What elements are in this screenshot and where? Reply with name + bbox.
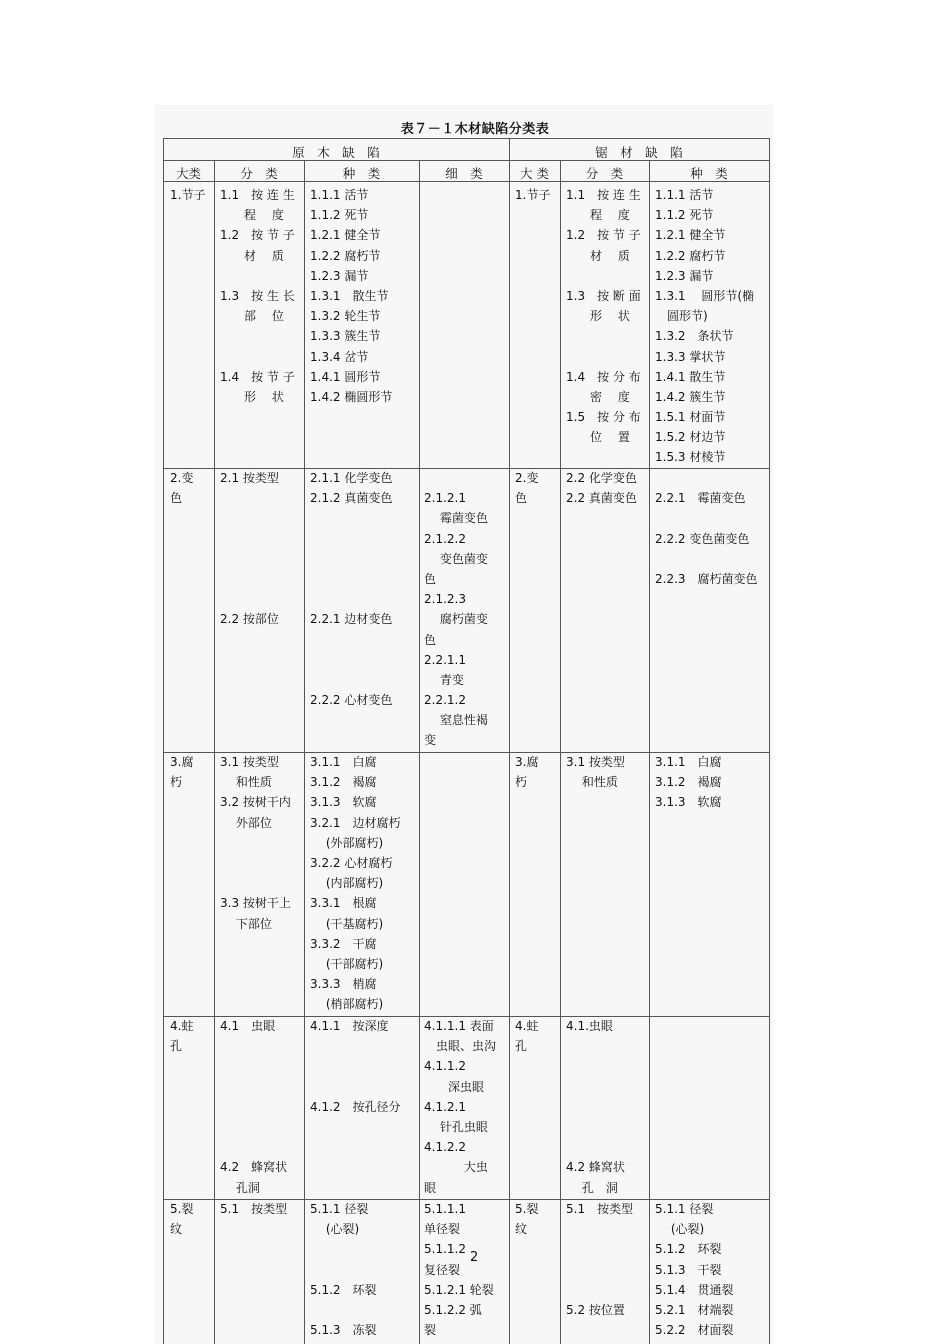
log-major-line: 色 (170, 491, 183, 506)
log-kind-line: (内部腐朽) (310, 876, 384, 891)
sawn-class-line: 1.5 按 分 布 (566, 410, 641, 425)
log-subkind-line: 4.1.1.1 表面 (424, 1019, 494, 1033)
log-kind-line: 3.1.2 褐腐 (310, 775, 377, 790)
log-class-line: 1.2 按 节 子 (220, 228, 295, 243)
log-major-line: 4.蛀 (170, 1019, 194, 1033)
sawn-class-line: 位 置 (566, 430, 630, 445)
sawn-kind-line: 1.3.3 掌状节 (655, 349, 726, 364)
log-class-line: 2.2 按部位 (220, 612, 279, 627)
sawn-kind-line: 5.1.2 环裂 (655, 1242, 722, 1257)
log-class-line: 部 位 (220, 309, 284, 324)
log-kind-line: 3.1.1 白腐 (310, 755, 377, 769)
sawn-class-line: 5.2 按位置 (566, 1302, 625, 1317)
sawn-kind-line: 1.1.1 活节 (655, 188, 714, 202)
sawn-kind-line: 5.1.3 干裂 (655, 1262, 722, 1277)
log-class-cell-3 (220, 752, 291, 934)
log-kind-line: (梢部腐朽) (310, 997, 384, 1012)
sawn-class-line: 1.2 按 节 子 (566, 228, 641, 243)
sawn-kind-cell-1 (655, 185, 754, 468)
log-class-line: 3.1 按类型 (220, 755, 279, 769)
log-class-cell-4 (220, 1016, 287, 1198)
log-major-line: 孔 (170, 1039, 183, 1054)
sawn-kind-line: 5.1.4 贯通裂 (655, 1282, 734, 1297)
log-kind-line: 1.1.2 死节 (310, 208, 369, 223)
rule-right (769, 138, 770, 1344)
log-class-line: 下部位 (220, 916, 272, 931)
log-subkind-line: 色 (424, 632, 437, 647)
log-class-line (220, 873, 291, 893)
log-major-line: 2.变 (170, 471, 194, 485)
sawn-class-line: 形 状 (566, 309, 630, 324)
sawn-major-cell-4 (515, 1016, 538, 1056)
log-kind-line (310, 508, 392, 528)
log-subkind-line: 变 (424, 733, 437, 748)
log-kind-line: 1.1.1 活节 (310, 188, 369, 202)
log-kind-line: (干部腐朽) (310, 956, 384, 971)
log-class-line: 孔洞 (220, 1180, 260, 1195)
log-class-line (220, 266, 295, 286)
col-header-sawn-major: 大 类 (520, 166, 549, 181)
log-major-line: 3.腐 (170, 755, 194, 769)
sawn-kind-line (655, 468, 758, 488)
log-kind-line (310, 1036, 401, 1056)
sawn-class-line: 程 度 (566, 208, 630, 223)
log-class-line (220, 1117, 287, 1137)
log-kind-cell-5 (310, 1199, 377, 1340)
sawn-class-line: 2.2 化学变色 (566, 471, 637, 485)
log-subkind-line (424, 468, 488, 488)
rule-col-5 (649, 160, 650, 1344)
log-class-cell-1 (220, 185, 295, 407)
log-class-line (220, 549, 279, 569)
log-kind-cell-2 (310, 468, 392, 710)
log-subkind-line: 单径裂 (424, 1222, 461, 1237)
sawn-kind-line: 1.1.2 死节 (655, 208, 714, 223)
sawn-major-line: 色 (515, 491, 528, 506)
rule-colheader (163, 181, 769, 182)
sawn-major-line: 2.变 (515, 471, 539, 485)
log-class-line: 1.4 按 节 子 (220, 369, 295, 384)
log-class-line: 5.1 按类型 (220, 1202, 288, 1216)
sawn-class-line (566, 1239, 633, 1259)
log-subkind-line: 虫眼、虫沟 (424, 1039, 497, 1054)
log-subkind-line: 4.1.2.2 (424, 1140, 466, 1155)
sawn-major-cell-5 (515, 1199, 538, 1239)
sawn-kind-line: 1.5.3 材棱节 (655, 450, 726, 465)
log-subkind-line: 针孔虫眼 (424, 1119, 488, 1134)
sawn-class-line: 4.2 蜂窝状 (566, 1160, 625, 1175)
log-subkind-line: 眼 (424, 1180, 437, 1195)
sawn-kind-line: 2.2.2 变色菌变色 (655, 531, 750, 546)
log-kind-line (310, 630, 392, 650)
log-subkind-line: 5.1.1.2 (424, 1242, 466, 1257)
log-kind-line: 1.4.2 椭圆形节 (310, 389, 393, 404)
rule-col-3 (419, 160, 420, 1344)
sawn-kind-line: (心裂) (655, 1222, 705, 1237)
log-kind-line: 1.3.4 岔节 (310, 349, 369, 364)
log-kind-line: 2.1.2 真菌变色 (310, 491, 393, 506)
sawn-kind-line: 5.1.1 径裂 (655, 1202, 714, 1216)
log-subkind-line: 2.2.1.2 (424, 693, 466, 708)
sawn-major-cell-3 (515, 752, 538, 792)
sawn-major-cell-2 (515, 468, 538, 508)
log-class-line: 3.3 按树干上 (220, 896, 291, 911)
sawn-kind-cell-3 (655, 752, 722, 813)
log-subkind-line: 复径裂 (424, 1262, 461, 1277)
log-major-cell-1 (170, 185, 205, 205)
sawn-class-line (566, 1117, 625, 1137)
sawn-class-line: 孔 洞 (566, 1180, 618, 1195)
sawn-kind-line: 5.2.1 材端裂 (655, 1302, 734, 1317)
log-class-line (220, 569, 279, 589)
log-subkind-line: 2.1.2.3 (424, 592, 466, 607)
sawn-class-cell-1 (566, 185, 641, 447)
log-major-line: 5.裂 (170, 1202, 194, 1216)
log-class-line: 和性质 (220, 775, 272, 790)
sawn-kind-line: 1.2.3 漏节 (655, 268, 714, 283)
rule-col-4 (560, 160, 561, 1344)
sawn-kind-line: 3.1.3 软腐 (655, 795, 722, 810)
sawn-class-line (566, 1056, 625, 1076)
sawn-class-line (566, 1137, 625, 1157)
sawn-class-line (566, 1097, 625, 1117)
log-subkind-line: 窒息性褐 (424, 713, 488, 728)
log-kind-line: 2.1.1 化学变色 (310, 471, 393, 485)
sawn-class-line (566, 1036, 625, 1056)
header-log-defects: 原 木 缺 陷 (292, 145, 380, 160)
log-kind-line (310, 569, 392, 589)
log-kind-line: 1.2.1 健全节 (310, 228, 381, 243)
rule-left (163, 138, 164, 1344)
log-class-line: 程 度 (220, 208, 284, 223)
sawn-class-line: 1.1 按 连 生 (566, 188, 641, 202)
log-kind-line (310, 670, 392, 690)
log-major-cell-2 (170, 468, 193, 508)
log-subkind-line: 大虫 (424, 1160, 488, 1175)
sawn-class-line: 材 质 (566, 248, 630, 263)
log-class-line (220, 589, 279, 609)
sawn-class-line: 3.1 按类型 (566, 755, 625, 769)
log-subkind-line: 5.1.1.1 (424, 1202, 466, 1216)
log-kind-cell-4 (310, 1016, 401, 1117)
log-kind-line (310, 1056, 401, 1076)
log-kind-line: (外部腐朽) (310, 835, 384, 850)
log-kind-line: (心裂) (310, 1222, 360, 1237)
log-major-cell-5 (170, 1199, 193, 1239)
sawn-class-cell-5 (566, 1199, 633, 1320)
sawn-kind-line: 5.2.2 材面裂 (655, 1323, 734, 1338)
header-sawn-defects: 锯 材 缺 陷 (595, 145, 683, 160)
sawn-kind-line (655, 549, 758, 569)
sawn-kind-line: 3.1.2 褐腐 (655, 775, 722, 790)
log-kind-line: 1.3.3 簇生节 (310, 329, 381, 344)
col-header-kind: 种 类 (342, 166, 381, 181)
log-subkind-line: 变色菌变 (424, 551, 488, 566)
log-subkind-line: 深虫眼 (424, 1079, 485, 1094)
log-major-line: 1.节子 (170, 188, 206, 202)
sawn-kind-line: 1.4.1 散生节 (655, 369, 726, 384)
log-kind-line: 3.3.2 干腐 (310, 936, 377, 951)
sawn-major-cell-1 (515, 185, 550, 205)
log-kind-line: 3.2.2 心材腐朽 (310, 855, 393, 870)
sawn-major-line: 孔 (515, 1039, 528, 1054)
log-subkind-line: 霉菌变色 (424, 511, 488, 526)
sawn-kind-cell-2 (655, 468, 758, 589)
log-kind-line: 5.1.1 径裂 (310, 1202, 369, 1216)
rule-mid (509, 138, 510, 1344)
log-kind-line: 1.4.1 圆形节 (310, 369, 381, 384)
table-title: 表７－１木材缺陷分类表 (400, 122, 550, 137)
log-kind-line: 3.1.3 软腐 (310, 795, 377, 810)
log-class-line: 4.2 蜂窝状 (220, 1160, 288, 1175)
sawn-kind-line: 1.2.2 腐朽节 (655, 248, 726, 263)
log-major-cell-3 (170, 752, 193, 792)
col-header-major: 大类 (175, 166, 201, 181)
sawn-kind-line: 2.2.3 腐朽菌变色 (655, 571, 758, 586)
sawn-class-line: 4.1.虫眼 (566, 1019, 613, 1033)
sawn-class-cell-3 (566, 752, 625, 792)
log-kind-line (310, 549, 392, 569)
log-class-line (220, 853, 291, 873)
sawn-class-cell-2 (566, 468, 637, 508)
log-class-cell-2 (220, 468, 279, 630)
log-class-line (220, 326, 295, 346)
log-class-line: 1.1 按 连 生 (220, 188, 295, 202)
log-subkind-line: 2.1.2.1 (424, 491, 466, 506)
sawn-class-line: 密 度 (566, 389, 630, 404)
log-major-cell-4 (170, 1016, 193, 1056)
log-kind-cell-1 (310, 185, 392, 407)
col-header-sawn-class: 分 类 (585, 166, 624, 181)
sawn-class-cell-4 (566, 1016, 625, 1198)
log-class-line (220, 347, 295, 367)
log-kind-line (310, 589, 392, 609)
log-kind-cell-3 (310, 752, 401, 1014)
col-header-sawn-kind: 种 类 (690, 166, 728, 181)
sawn-kind-line: 1.5.1 材面节 (655, 410, 726, 425)
log-subkind-line: 2.2.1.1 (424, 652, 466, 667)
log-class-line: 外部位 (220, 815, 272, 830)
sawn-class-line (566, 1219, 633, 1239)
log-kind-line: 1.2.2 腐朽节 (310, 248, 381, 263)
log-class-line (220, 833, 291, 853)
log-kind-line: 3.3.3 梢腐 (310, 977, 377, 992)
log-kind-line: (干基腐朽) (310, 916, 384, 931)
log-class-line: 2.1 按类型 (220, 471, 279, 485)
log-class-line: 材 质 (220, 248, 284, 263)
sawn-kind-cell-5 (655, 1199, 734, 1340)
log-class-line (220, 488, 279, 508)
log-kind-line: 1.3.2 轮生节 (310, 309, 381, 324)
rule-col-2 (304, 160, 305, 1344)
log-kind-line: 1.3.1 散生节 (310, 288, 389, 303)
page-number: 2 (470, 1250, 479, 1265)
log-major-line: 纹 (170, 1222, 183, 1237)
log-kind-line: 3.3.1 根腐 (310, 896, 377, 911)
sawn-class-line: 1.4 按 分 布 (566, 369, 641, 384)
rule-col-1 (214, 160, 215, 1344)
sawn-class-line: 5.1 按类型 (566, 1202, 634, 1216)
log-subkind-line: 5.1.2.2 弧 (424, 1302, 482, 1317)
sawn-kind-line (655, 508, 758, 528)
log-kind-line (310, 1239, 377, 1259)
log-subkind-line: 色 (424, 571, 437, 586)
sawn-class-line (566, 1280, 633, 1300)
col-header-subkind: 细 类 (445, 166, 483, 181)
log-kind-line: 2.2.1 边材变色 (310, 612, 393, 627)
sawn-kind-line: 2.2.1 霉菌变色 (655, 491, 746, 506)
log-kind-line: 1.2.3 漏节 (310, 268, 369, 283)
log-subkind-cell-5 (424, 1199, 494, 1340)
log-class-line (220, 1137, 287, 1157)
sawn-major-line: 3.腐 (515, 755, 539, 769)
log-subkind-line: 青变 (424, 672, 464, 687)
sawn-kind-line: 1.2.1 健全节 (655, 228, 726, 243)
sawn-major-line: 4.蛀 (515, 1019, 539, 1033)
sawn-major-line: 1.节子 (515, 188, 551, 202)
sawn-kind-line: 1.3.2 条状节 (655, 329, 734, 344)
sawn-class-line (566, 347, 641, 367)
sawn-class-line (566, 1077, 625, 1097)
sawn-kind-line: 3.1.1 白腐 (655, 755, 722, 769)
log-subkind-line: 5.1.2.1 轮裂 (424, 1282, 494, 1297)
sawn-class-line (566, 266, 641, 286)
sawn-major-line: 朽 (515, 775, 528, 790)
sawn-major-line: 5.裂 (515, 1202, 539, 1216)
sawn-kind-line: 圆形节) (655, 309, 708, 324)
sawn-kind-line: 1.3.1 圆形节(椭 (655, 288, 755, 303)
log-class-line (220, 1056, 287, 1076)
log-kind-line (310, 1260, 377, 1280)
log-kind-line (310, 650, 392, 670)
log-major-line: 朽 (170, 775, 183, 790)
log-kind-line: 5.1.3 冻裂 (310, 1323, 377, 1338)
sawn-class-line: 1.3 按 断 面 (566, 288, 641, 303)
sawn-class-line: 2.2 真菌变色 (566, 491, 637, 506)
rule-top (163, 138, 769, 139)
log-kind-line (310, 1077, 401, 1097)
log-class-line (220, 1077, 287, 1097)
log-kind-line: 4.1.2 按孔径分 (310, 1099, 401, 1114)
log-subkind-cell-4 (424, 1016, 496, 1198)
rule-header (163, 160, 769, 161)
log-subkind-line: 4.1.2.1 (424, 1099, 466, 1114)
log-subkind-line: 裂 (424, 1323, 437, 1338)
log-kind-line: 4.1.1 按深度 (310, 1019, 389, 1033)
log-kind-line (310, 529, 392, 549)
log-class-line (220, 1036, 287, 1056)
log-kind-line: 5.1.2 环裂 (310, 1282, 377, 1297)
sawn-class-line (566, 326, 641, 346)
log-class-line: 1.3 按 生 长 (220, 288, 295, 303)
log-subkind-line: 腐朽菌变 (424, 612, 488, 627)
log-class-line: 3.2 按树干内 (220, 795, 291, 810)
sawn-class-line (566, 1260, 633, 1280)
sawn-kind-line: 1.5.2 材边节 (655, 430, 726, 445)
log-kind-line: 2.2.2 心材变色 (310, 693, 393, 708)
log-kind-line (310, 1300, 377, 1320)
log-class-line (220, 529, 279, 549)
log-subkind-line: 2.1.2.2 (424, 531, 466, 546)
log-class-line: 4.1 虫眼 (220, 1019, 276, 1033)
log-subkind-line: 4.1.1.2 (424, 1059, 466, 1074)
log-class-line (220, 508, 279, 528)
sawn-major-line: 纹 (515, 1222, 528, 1237)
col-header-class: 分 类 (240, 166, 278, 181)
sawn-kind-line: 1.4.2 簇生节 (655, 389, 726, 404)
log-class-line: 形 状 (220, 389, 284, 404)
log-subkind-cell-2 (424, 468, 488, 751)
log-class-line (220, 1097, 287, 1117)
log-kind-line: 3.2.1 边材腐朽 (310, 815, 401, 830)
sawn-class-line: 和性质 (566, 775, 618, 790)
log-class-cell-5 (220, 1199, 287, 1219)
